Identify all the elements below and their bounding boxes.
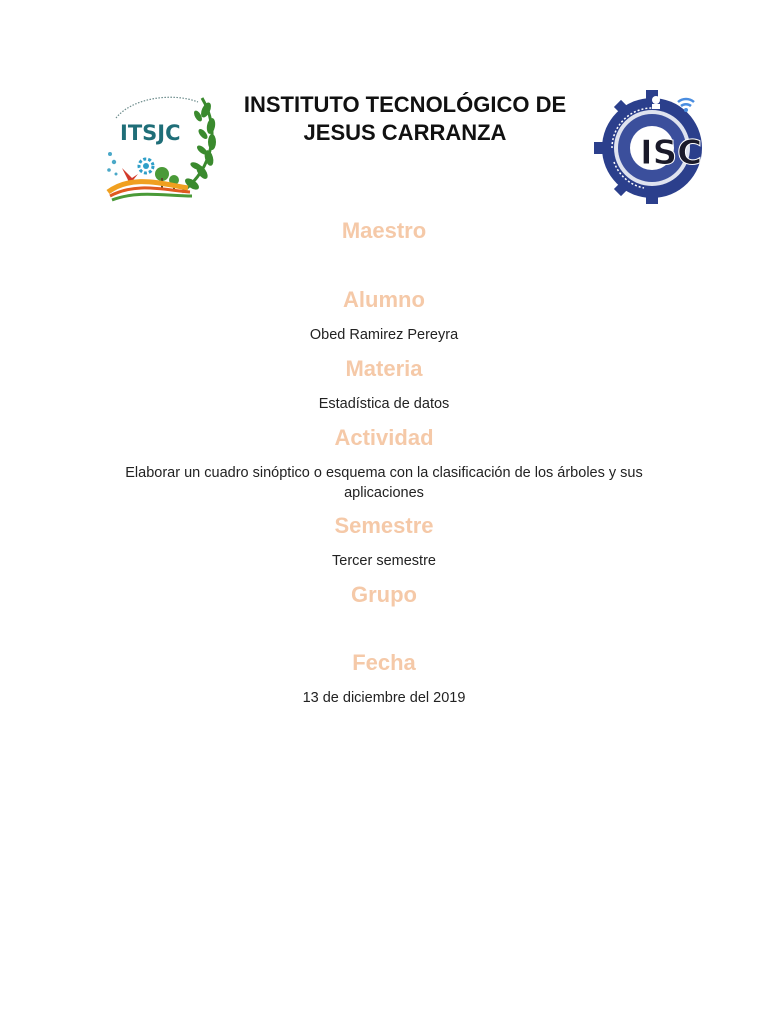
- isc-logo: [592, 88, 724, 204]
- heading-fecha: Fecha: [352, 650, 416, 675]
- svg-text:ISC: ISC: [640, 133, 703, 173]
- heading-maestro: Maestro: [341, 218, 427, 243]
- institution-name: [230, 91, 580, 147]
- heading-materia: Materia: [345, 356, 423, 381]
- heading-grupo: Grupo: [351, 582, 417, 607]
- institution-line-1: INSTITUTO TECNOLÓGICO DE: [243, 92, 567, 117]
- value-semestre: Tercer semestre: [332, 553, 436, 569]
- value-actividad: Elaborar un cuadro sinóptico o esquema con la clasificación de los árboles y sus aplicaciones: [125, 465, 643, 501]
- itsjc-logo: [102, 88, 218, 204]
- value-materia: Estadística de datos: [318, 396, 450, 412]
- svg-text:ITSJC: ITSJC: [120, 121, 181, 145]
- heading-actividad: Actividad: [334, 425, 434, 450]
- heading-semestre: Semestre: [334, 513, 434, 538]
- value-fecha: 13 de diciembre del 2019: [302, 690, 466, 706]
- institution-line-2: JESUS CARRANZA: [303, 120, 507, 145]
- value-alumno: Obed Ramirez Pereyra: [309, 327, 459, 343]
- heading-alumno: Alumno: [343, 287, 425, 312]
